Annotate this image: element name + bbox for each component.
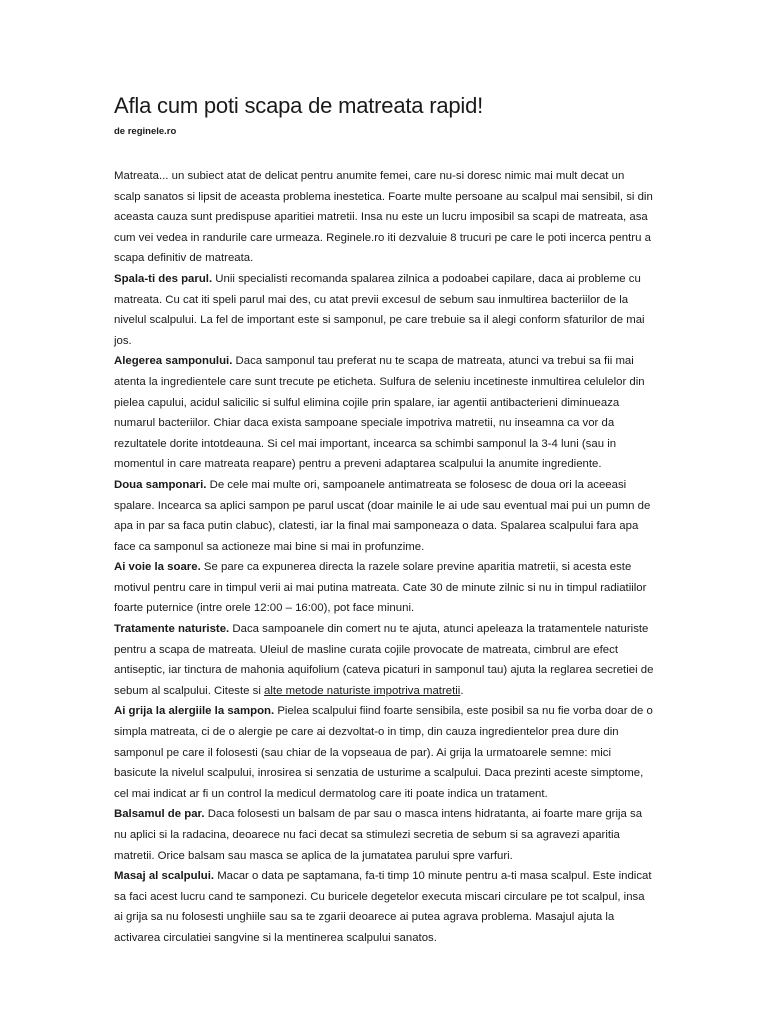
intro-paragraph: Matreata... un subiect atat de delicat pentru anumite femei, care nu-si doresc nimic mai mult decat un scalp sanatos si lipsit de aceasta problema inestetica. Foarte multe persoane au scalpul mai sensibil, si din aceasta cauza sunt predispuse aparitiei matretii. Insa nu este un lucru imposibil sa scapi de matreata, asa cum vei vedea in randurile care urmeaza. Reginele.ro iti dezvaluie 8 trucuri pe care le poti incerca pentru a scapa definitiv de matreata. bbox=[114, 170, 653, 265]
section-conditioner bbox=[114, 804, 654, 866]
section-heading: Balsamul de par. bbox=[114, 808, 205, 821]
section-text: Daca folosesti un balsam de par sau o masca intens hidratanta, ai foarte mare grija sa nu aplici si la radacina, deoarece nu faci decat sa stimulezi secretia de sebum si sa agravezi aparitia matretii. Orice balsam sau masca se aplica de la jumatatea parului spre varfuri. bbox=[114, 808, 643, 862]
section-natural-treatments bbox=[114, 619, 654, 701]
section-text: De cele mai multe ori, sampoanele antimatreata se folosesc de doua ori la aceeasi spalare. Incearca sa aplici sampon pe parul uscat (doar mainile le ai ude sau eventual mai pui un pumn de apa in par sa faca putin clabuc), clatesti, iar la final mai samponeaza o data. Spalarea scalpului fara apa face ca samponul sa actioneze mai bine si mai in profunzime. bbox=[114, 478, 651, 553]
section-heading: Doua samponari. bbox=[114, 478, 207, 491]
section-text: Se pare ca expunerea directa la razele solare previne aparitia matretii, si acesta este motivul pentru care in timpul verii ai mai putina matreata. Cate 30 de minute zilnic si nu in timpul radiatiilor foarte puternice (intre orele 12:00 – 16:00), pot face minuni. bbox=[114, 561, 647, 615]
section-heading: Tratamente naturiste. bbox=[114, 623, 230, 636]
section-heading: Ai grija la alergiile la sampon. bbox=[114, 705, 275, 718]
section-allergies bbox=[114, 701, 654, 804]
natural-methods-link[interactable]: alte metode naturiste impotriva matretii bbox=[264, 684, 461, 697]
section-heading: Ai voie la soare. bbox=[114, 561, 201, 574]
section-heading: Alegerea samponului. bbox=[114, 355, 233, 368]
section-text: Macar o data pe saptamana, fa-ti timp 10 minute pentru a-ti masa scalpul. Este indicat sa faci acest lucru cand te samponezi. Cu buricele degetelor executa miscari circulare pe tot scalpul, insa ai grija sa nu folosesti unghiile sau sa te zgarii deoarece ai putea agrava problema. Masajul ajuta la activarea circulatiei sangvine si la mentinerea scalpului sanatos. bbox=[114, 870, 652, 944]
article-body bbox=[114, 166, 654, 949]
section-scalp-massage bbox=[114, 866, 654, 948]
article-title: Afla cum poti scapa de matreata rapid! bbox=[114, 93, 484, 118]
section-text-end: . bbox=[460, 684, 464, 697]
section-wash-hair bbox=[114, 269, 654, 351]
section-heading: Masaj al scalpului. bbox=[114, 870, 215, 883]
section-text: Daca sampoanele din comert nu te ajuta, atunci apeleaza la tratamentele naturiste pentru a scapa de matreata. Uleiul de masline curata cojile provocate de matreata, cimbrul are efect antiseptic, iar tinctura de mahonia aquifolium (cateva picaturi in samponul tau) ajuta la reglarea secretiei de sebum al scalpului. Citeste si bbox=[114, 623, 654, 697]
article-byline: de reginele.ro bbox=[114, 126, 177, 137]
section-two-washes bbox=[114, 475, 654, 557]
section-text: Pielea scalpului fiind foarte sensibila, este posibil sa nu fie vorba doar de o simpla matreata, ci de o alergie pe care ai dezvoltat-o in timp, din cauza ingredientelor prea dure din samponul pe care il folosesti (sau chiar de la vopseaua de par). Ai grija la urmatoarele semne: mici basicute la nivelul scalpului, inrosirea si senzatia de usturime a scalpului. Daca prezinti aceste simptome, cel mai indicat ar fi un control la medicul dermatolog care iti poate indica un tratament. bbox=[114, 705, 653, 800]
section-heading: Spala-ti des parul. bbox=[114, 272, 213, 285]
section-text: Unii specialisti recomanda spalarea zilnica a podoabei capilare, daca ai probleme cu matreata. Cu cat iti speli parul mai des, cu atat previi excesul de sebum sau inmultirea bacteriilor de la nivelul scalpului. La fel de important este si samponul, pe care trebuie sa il alegi conform sfaturilor de mai jos. bbox=[114, 272, 645, 347]
section-text: Daca samponul tau preferat nu te scapa de matreata, atunci va trebui sa fii mai atenta la ingredientele care sunt trecute pe eticheta. Sulfura de seleniu incetineste inmultirea celulelor din pielea capului, acidul salicilic si sulful elimina cojile prin spalare, iar agentii antibacterieni diminueaza numarul bacteriilor. Chiar daca exista sampoane speciale impotriva matretii, nu inseamna ca vor da rezultatele dorite intotdeauna. Si cel mai important, incearca sa schimbi samponul la 3-4 luni (sau in momentul in care matreata reapare) pentru a preveni adaptarea scalpului la anumite ingrediente. bbox=[114, 355, 645, 471]
section-sun bbox=[114, 557, 654, 619]
article bbox=[114, 92, 654, 949]
section-shampoo-choice bbox=[114, 351, 654, 475]
